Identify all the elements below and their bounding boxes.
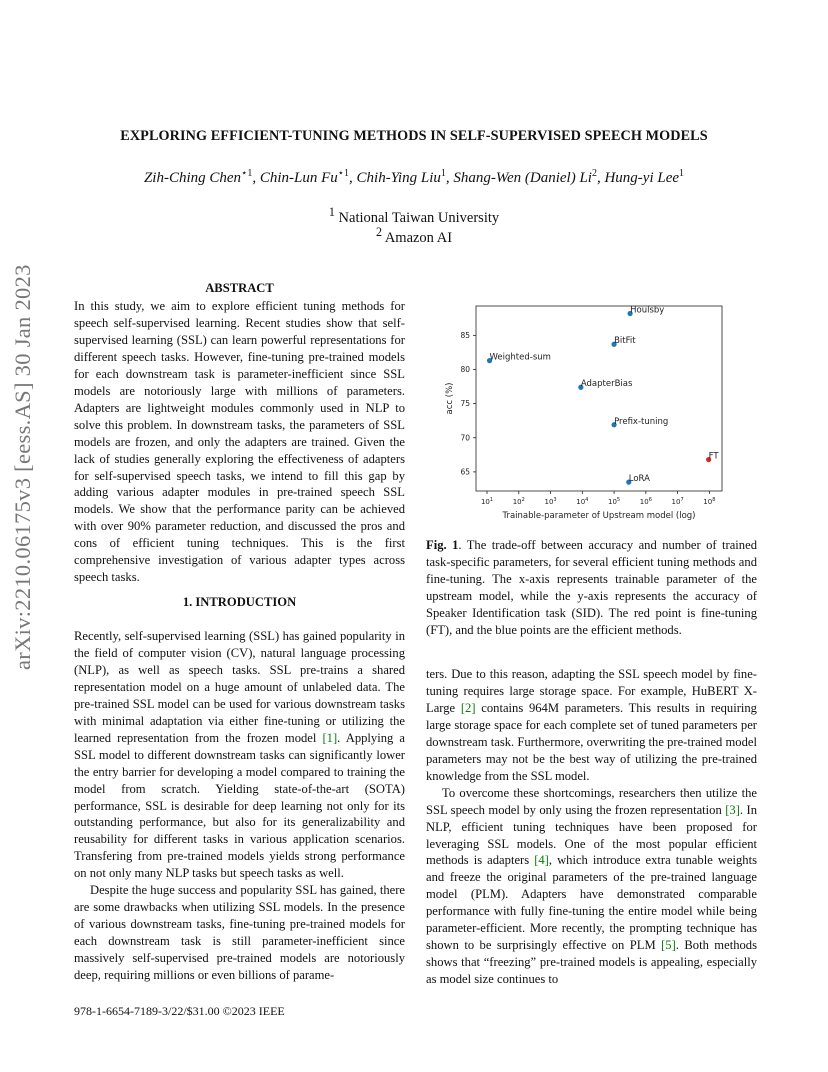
- citation-link[interactable]: [4]: [534, 853, 549, 868]
- x-tick-label: [481, 497, 493, 506]
- x-tick-exponent: 5: [616, 497, 621, 503]
- author-mark: ⋆1: [241, 168, 253, 179]
- x-tick-label: [544, 497, 556, 506]
- affiliation-name: National Taiwan University: [338, 209, 500, 226]
- data-point-label: Houlsby: [630, 305, 665, 316]
- y-axis-label: acc (%): [445, 382, 455, 415]
- abstract-body: [74, 298, 405, 586]
- data-point-label: Prefix-tuning: [614, 416, 669, 427]
- abstract-text: In this study, we aim to explore efficient tuning methods for speech self-supervised learning. Recent studies show that self-supervised learning (SSL) can learn powerful representations for different speech tasks. However, fine-tuning pre-trained models for each downstream task is parameter-inefficient since SSL models are notoriously large with millions of parameters. Adapters are lightweight modules commonly used in NLP to solve this problem. In downstream tasks, the parameters of SSL models are frozen, and only the adapters are trained. Given the lack of studies generally exploring the effectiveness of adapters for self-supervised speech tasks, we intend to fill this gap by adding various adapter modules in pre-trained speech SSL models. We show that the performance parity can be achieved with over 90% parameter reduction, and discussed the pros and cons of efficient tuning techniques. This is the first comprehensive investigation of various adapter types across speech tasks.: [74, 299, 405, 585]
- x-tick-base: 10: [544, 498, 554, 506]
- author-mark: 2: [591, 168, 597, 179]
- intro-paragraph-1: [74, 628, 405, 882]
- y-tick-label: 70: [460, 433, 470, 443]
- x-tick-exponent: 3: [553, 497, 557, 503]
- y-tick-label: 80: [460, 364, 470, 374]
- x-tick-label: [672, 497, 684, 506]
- text-run: To overcome these shortcomings, researchers then utilize the SSL speech model by only using the frozen representation: [426, 785, 757, 817]
- text-run: ters. Due to this reason, adapting the SSL speech model by fine-tuning requires large storage space. For example, HuBERT X-Large: [426, 667, 757, 715]
- intro-paragraph-2: Despite the huge success and popularity SSL has gained, there are some drawbacks when utilizing SSL models. In the presence of various downstream tasks, fine-tuning pre-trained models for each downstream task is still parameter-inefficient since massively self-supervised pre-trained models are notoriously deep, requiring millions or even billions of parame-: [74, 883, 405, 983]
- citation-link[interactable]: [3]: [725, 802, 740, 817]
- x-tick-base: 10: [576, 498, 586, 506]
- y-tick-label: 85: [460, 330, 470, 340]
- text-run: . In NLP, efficient tuning techniques have been proposed for leveraging SSL models. One of the most popular efficient methods is adapters: [426, 802, 757, 868]
- affiliation-2: [60, 225, 768, 247]
- intro-left-column: [74, 628, 405, 984]
- figure-label: Fig. 1: [426, 538, 459, 552]
- citation-link[interactable]: [1]: [322, 730, 338, 745]
- intro-paragraph-3: [426, 666, 757, 785]
- citation-link[interactable]: [2]: [460, 700, 476, 715]
- x-tick-label: [703, 497, 715, 506]
- x-tick-base: 10: [703, 498, 713, 506]
- y-tick-label: 65: [460, 467, 470, 477]
- x-tick-exponent: 2: [521, 497, 525, 503]
- scatter-chart: [438, 298, 738, 530]
- author-mark: 1: [679, 168, 685, 179]
- x-tick-base: 10: [512, 498, 522, 506]
- plot-frame: [476, 306, 722, 491]
- intro-right-column: [426, 666, 757, 988]
- caption-text: . The trade-off between accuracy and number of trained task-specific parameters, for several efficient tuning methods and fine-tuning. The x-axis represents trainable parameter of the upstream model, while the y-axis represents the accuracy of Speaker Identification task (SID). The red point is fine-tuning (FT), and the blue points are the efficient methods.: [426, 538, 757, 637]
- data-point-label: LoRA: [628, 474, 650, 485]
- x-tick-base: 10: [480, 498, 490, 506]
- affiliation-mark: 1: [328, 205, 335, 219]
- data-point-label: AdapterBias: [580, 379, 633, 390]
- author-name: Shang-Wen (Daniel) Li: [453, 170, 592, 186]
- x-tick-label: [608, 497, 620, 506]
- figure-caption: [426, 537, 757, 639]
- data-point-label: Weighted-sum: [489, 352, 551, 363]
- x-tick-label: [640, 497, 652, 506]
- author-name: Chih-Ying Liu: [356, 170, 441, 186]
- arxiv-identifier: arXiv:2210.06175v3 [eess.AS] 30 Jan 2023: [10, 264, 35, 670]
- text-run: , which introduce extra tunable weights and freeze the original parameters of the pre-trained language model (PLM). Adapters have demonstrated comparable performance with fully fine-tuning the entire model while being parameter-efficient. More recently, the prompting technique has shown to be surprisingly effective on PLM: [426, 853, 758, 953]
- author-mark: 1: [440, 168, 446, 179]
- x-tick-exponent: 1: [489, 497, 494, 503]
- affiliation-name: Amazon AI: [384, 229, 453, 246]
- intro-paragraph-4: [426, 785, 757, 988]
- author-list: Zih-Ching Chen$^{⋆1}$, Chin-Lun $Fu^{⋆1}$, Chih-Ying Liu$^1$, Shang-Wen (Daniel) Li$^2$, Hung-yi Lee$^1$: [143, 168, 685, 186]
- text-run: . Both methods shows that “freezing” pre-trained models is appealing, especially as model size continues to: [426, 938, 757, 987]
- data-point-label: BitFit: [614, 336, 636, 347]
- x-tick-base: 10: [608, 498, 617, 506]
- x-tick-exponent: 7: [680, 497, 684, 503]
- text-run: contains 964M parameters. This results in requiring large storage space for each complete set of tuned parameters per downstream task. Furthermore, overwriting the pre-trained model parameters may not be the best way of utilizing the pre-trained knowledge from the SSL model.: [426, 700, 757, 783]
- x-tick-exponent: 6: [648, 497, 652, 503]
- data-point-label: FT: [708, 451, 719, 462]
- x-tick-base: 10: [639, 498, 649, 506]
- copyright-footer: 978-1-6654-7189-3/22/$31.00 ©2023 IEEE: [74, 1004, 285, 1018]
- figure-1: [438, 298, 738, 530]
- abstract-heading: ABSTRACT: [205, 281, 274, 295]
- author-mark: ⋆1: [337, 168, 350, 179]
- affiliation-mark: 2: [375, 225, 382, 239]
- x-tick-exponent: 8: [712, 497, 716, 503]
- x-tick-exponent: 4: [585, 497, 589, 503]
- x-tick-label: [513, 497, 525, 506]
- x-tick-base: 10: [671, 498, 681, 506]
- intro-heading: 1. INTRODUCTION: [182, 595, 297, 609]
- author-name: Hung-yi Lee: [604, 170, 680, 186]
- y-tick-label: 75: [460, 399, 470, 409]
- paper-title: EXPLORING EFFICIENT-TUNING METHODS IN SELF-SUPERVISED SPEECH MODELS: [120, 128, 708, 144]
- text-run: Recently, self-supervised learning (SSL) has gained popularity in the field of computer vision (CV), natural language processing (NLP), as well as speech tasks. SSL pre-trains a shared representation model on a huge amount of unlabeled data. The pre-trained SSL model can be used for various downstream tasks with minimal adaptation via either fine-tuning or utilizing the learned representation from the frozen model: [74, 629, 405, 745]
- x-axis-label: Trainable-parameter of Upstream model (log): [502, 511, 696, 521]
- citation-link[interactable]: [5]: [661, 938, 676, 953]
- x-tick-label: [576, 497, 588, 506]
- author-name: Chin-Lun Fu: [259, 170, 338, 186]
- text-run: . Applying a SSL model to different downstream tasks can significantly lower the entry barrier for developing a model compared to training the model from scratch. Yielding state-of-the-art (SOTA) performance, SSL is desirable for deep learning not only for its outstanding performance, but also for its generalizability and reusability for different tasks in various application scenarios. Transfering from pre-trained models yields strong performance on not only many NLP tasks but speech tasks as well.: [74, 730, 405, 881]
- author-name: Zih-Ching Chen: [143, 170, 242, 186]
- affiliation-1: [60, 205, 768, 227]
